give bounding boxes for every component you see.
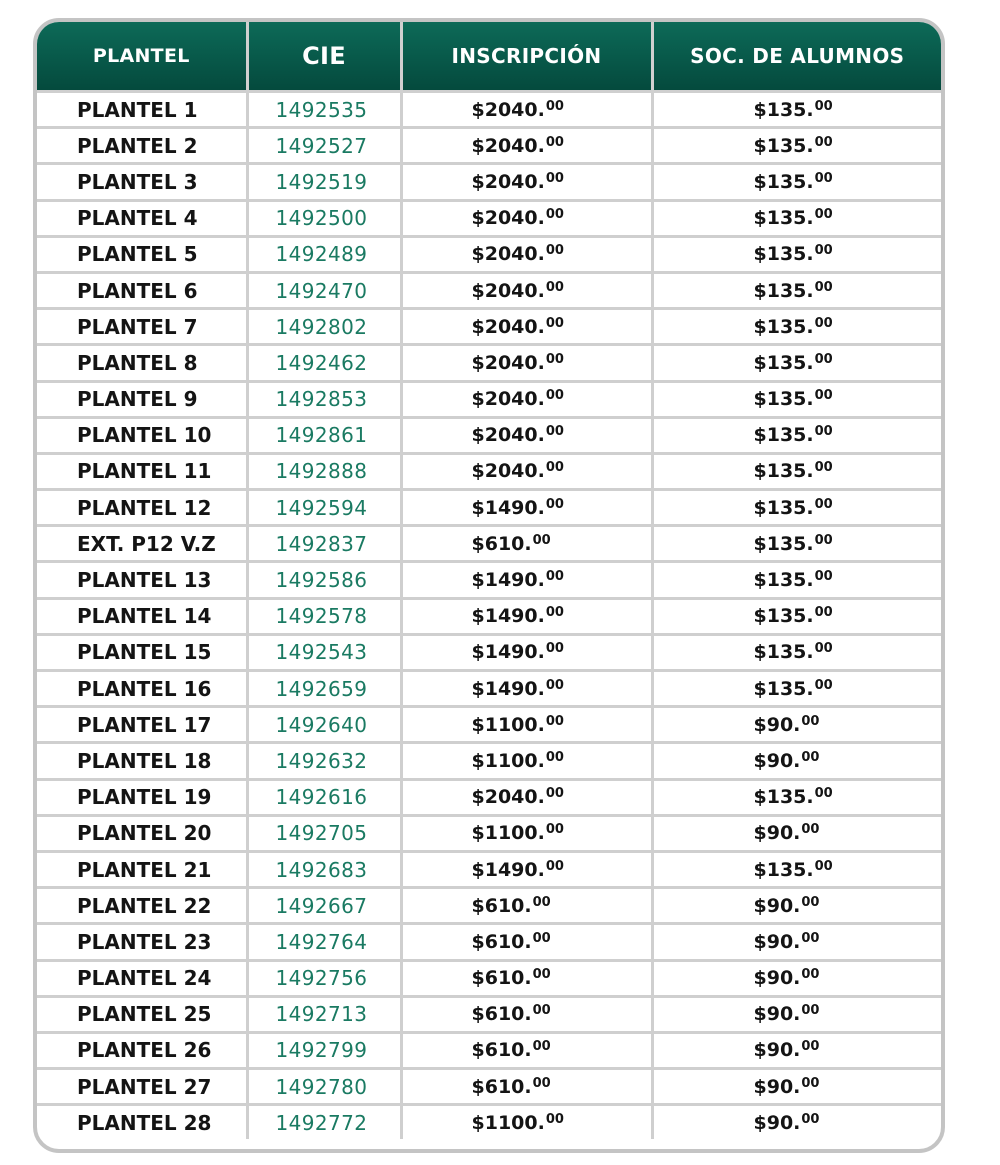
soc-cents: 00 [814, 98, 833, 114]
cie-cell: 1492683 [247, 851, 401, 887]
cie-cell: 1492888 [247, 453, 401, 489]
soc-amount: $135. [753, 569, 814, 592]
soc-amount: $135. [753, 388, 814, 411]
table-header [37, 22, 941, 92]
inscripcion-amount: $2040. [471, 786, 545, 809]
inscripcion-cell [401, 417, 652, 453]
soc-cents: 00 [814, 496, 833, 512]
inscripcion-amount: $1490. [471, 677, 545, 700]
inscripcion-cents: 00 [545, 134, 564, 150]
plantel-cell: PLANTEL 13 [37, 562, 247, 598]
header-cie: CIE [247, 22, 401, 92]
cie-cell: 1492764 [247, 924, 401, 960]
table-row [37, 526, 941, 562]
inscripcion-cents: 00 [532, 930, 551, 946]
plantel-cell: PLANTEL 27 [37, 1069, 247, 1105]
inscripcion-cell [401, 671, 652, 707]
inscripcion-cents: 00 [545, 1111, 564, 1127]
table-row [37, 815, 941, 851]
cie-cell: 1492470 [247, 272, 401, 308]
soc-de-alumnos-cell [652, 707, 941, 743]
inscripcion-cents: 00 [545, 496, 564, 512]
plantel-cell: PLANTEL 25 [37, 996, 247, 1032]
soc-cents: 00 [814, 279, 833, 295]
soc-de-alumnos-cell [652, 92, 941, 128]
soc-de-alumnos-cell [652, 1105, 941, 1140]
inscripcion-amount: $2040. [471, 279, 545, 302]
inscripcion-amount: $1490. [471, 641, 545, 664]
soc-cents: 00 [801, 749, 820, 765]
inscripcion-cell [401, 309, 652, 345]
inscripcion-amount: $610. [471, 930, 532, 953]
soc-amount: $135. [753, 170, 814, 193]
plantel-cell: PLANTEL 18 [37, 743, 247, 779]
soc-cents: 00 [801, 1003, 820, 1019]
inscripcion-cents: 00 [532, 532, 551, 548]
inscripcion-amount: $1100. [471, 1111, 545, 1134]
plantel-cell: PLANTEL 24 [37, 960, 247, 996]
plantel-cell: PLANTEL 9 [37, 381, 247, 417]
plantel-cell: PLANTEL 16 [37, 671, 247, 707]
table-row [37, 562, 941, 598]
table-row [37, 417, 941, 453]
soc-de-alumnos-cell [652, 562, 941, 598]
table-row [37, 1032, 941, 1068]
inscripcion-cents: 00 [532, 1075, 551, 1091]
inscripcion-cell [401, 200, 652, 236]
soc-amount: $90. [753, 713, 801, 736]
soc-de-alumnos-cell [652, 417, 941, 453]
soc-cents: 00 [814, 641, 833, 657]
soc-amount: $135. [753, 351, 814, 374]
soc-amount: $90. [753, 1111, 801, 1134]
cie-cell: 1492853 [247, 381, 401, 417]
plantel-cell: PLANTEL 2 [37, 128, 247, 164]
inscripcion-cents: 00 [545, 822, 564, 838]
soc-cents: 00 [814, 858, 833, 874]
soc-amount: $135. [753, 605, 814, 628]
cie-cell: 1492594 [247, 490, 401, 526]
table-row [37, 1105, 941, 1140]
inscripcion-amount: $1490. [471, 569, 545, 592]
plantel-cell: PLANTEL 1 [37, 92, 247, 128]
inscripcion-cents: 00 [545, 749, 564, 765]
inscripcion-cell [401, 924, 652, 960]
soc-cents: 00 [814, 424, 833, 440]
soc-de-alumnos-cell [652, 526, 941, 562]
soc-cents: 00 [801, 822, 820, 838]
soc-cents: 00 [801, 894, 820, 910]
inscripcion-amount: $1100. [471, 822, 545, 845]
table-row [37, 598, 941, 634]
fees-table-frame [33, 18, 945, 1153]
inscripcion-amount: $1490. [471, 858, 545, 881]
soc-amount: $135. [753, 98, 814, 121]
cie-cell: 1492640 [247, 707, 401, 743]
cie-cell: 1492489 [247, 236, 401, 272]
soc-de-alumnos-cell [652, 453, 941, 489]
table-row [37, 490, 941, 526]
cie-cell: 1492861 [247, 417, 401, 453]
header-inscripcion: INSCRIPCIÓN [401, 22, 652, 92]
cie-cell: 1492586 [247, 562, 401, 598]
inscripcion-amount: $610. [471, 967, 532, 990]
inscripcion-cents: 00 [545, 786, 564, 802]
soc-amount: $90. [753, 1075, 801, 1098]
inscripcion-amount: $1490. [471, 605, 545, 628]
soc-de-alumnos-cell [652, 272, 941, 308]
soc-cents: 00 [801, 930, 820, 946]
inscripcion-cents: 00 [545, 170, 564, 186]
table-row [37, 345, 941, 381]
inscripcion-cell [401, 743, 652, 779]
soc-cents: 00 [814, 460, 833, 476]
cie-cell: 1492543 [247, 634, 401, 670]
soc-de-alumnos-cell [652, 960, 941, 996]
inscripcion-cents: 00 [545, 858, 564, 874]
inscripcion-cell [401, 707, 652, 743]
soc-cents: 00 [814, 605, 833, 621]
inscripcion-cell [401, 634, 652, 670]
soc-cents: 00 [801, 1075, 820, 1091]
soc-amount: $90. [753, 1003, 801, 1026]
inscripcion-amount: $2040. [471, 351, 545, 374]
inscripcion-cell [401, 815, 652, 851]
soc-cents: 00 [801, 1111, 820, 1127]
table-row [37, 996, 941, 1032]
soc-de-alumnos-cell [652, 236, 941, 272]
plantel-cell: PLANTEL 5 [37, 236, 247, 272]
cie-cell: 1492705 [247, 815, 401, 851]
plantel-cell: PLANTEL 19 [37, 779, 247, 815]
table-row [37, 851, 941, 887]
soc-amount: $135. [753, 858, 814, 881]
soc-de-alumnos-cell [652, 815, 941, 851]
plantel-cell: PLANTEL 26 [37, 1032, 247, 1068]
cie-cell: 1492780 [247, 1069, 401, 1105]
inscripcion-amount: $1490. [471, 496, 545, 519]
inscripcion-cell [401, 779, 652, 815]
soc-cents: 00 [801, 713, 820, 729]
soc-de-alumnos-cell [652, 743, 941, 779]
inscripcion-amount: $2040. [471, 207, 545, 230]
inscripcion-amount: $2040. [471, 134, 545, 157]
inscripcion-amount: $2040. [471, 460, 545, 483]
soc-cents: 00 [801, 967, 820, 983]
soc-de-alumnos-cell [652, 634, 941, 670]
inscripcion-amount: $2040. [471, 170, 545, 193]
soc-cents: 00 [814, 532, 833, 548]
header-plantel: PLANTEL [37, 22, 247, 92]
cie-cell: 1492519 [247, 164, 401, 200]
inscripcion-cell [401, 526, 652, 562]
inscripcion-cell [401, 598, 652, 634]
inscripcion-amount: $610. [471, 1075, 532, 1098]
table-row [37, 634, 941, 670]
plantel-cell: PLANTEL 22 [37, 888, 247, 924]
cie-cell: 1492535 [247, 92, 401, 128]
cie-cell: 1492837 [247, 526, 401, 562]
inscripcion-cents: 00 [532, 967, 551, 983]
table-row [37, 164, 941, 200]
header-soc-de-alumnos: SOC. DE ALUMNOS [652, 22, 941, 92]
soc-cents: 00 [814, 677, 833, 693]
inscripcion-cents: 00 [545, 351, 564, 367]
plantel-cell: PLANTEL 4 [37, 200, 247, 236]
soc-de-alumnos-cell [652, 309, 941, 345]
soc-amount: $135. [753, 786, 814, 809]
inscripcion-amount: $2040. [471, 388, 545, 411]
inscripcion-amount: $610. [471, 532, 532, 555]
soc-cents: 00 [814, 388, 833, 404]
inscripcion-cents: 00 [545, 641, 564, 657]
inscripcion-amount: $2040. [471, 315, 545, 338]
table-row [37, 453, 941, 489]
inscripcion-cell [401, 345, 652, 381]
inscripcion-cents: 00 [545, 315, 564, 331]
plantel-cell: PLANTEL 8 [37, 345, 247, 381]
table-row [37, 309, 941, 345]
fees-table [37, 22, 941, 1139]
inscripcion-cell [401, 164, 652, 200]
inscripcion-amount: $1100. [471, 713, 545, 736]
soc-de-alumnos-cell [652, 1069, 941, 1105]
cie-cell: 1492802 [247, 309, 401, 345]
soc-cents: 00 [814, 207, 833, 223]
inscripcion-cents: 00 [545, 279, 564, 295]
table-row [37, 92, 941, 128]
soc-cents: 00 [814, 786, 833, 802]
plantel-cell: PLANTEL 28 [37, 1105, 247, 1140]
soc-cents: 00 [814, 134, 833, 150]
soc-de-alumnos-cell [652, 924, 941, 960]
plantel-cell: PLANTEL 3 [37, 164, 247, 200]
inscripcion-cents: 00 [532, 894, 551, 910]
cie-cell: 1492756 [247, 960, 401, 996]
cie-cell: 1492667 [247, 888, 401, 924]
inscripcion-cell [401, 92, 652, 128]
cie-cell: 1492659 [247, 671, 401, 707]
soc-amount: $135. [753, 207, 814, 230]
soc-amount: $135. [753, 677, 814, 700]
inscripcion-cell [401, 1069, 652, 1105]
soc-de-alumnos-cell [652, 888, 941, 924]
inscripcion-cell [401, 1032, 652, 1068]
soc-de-alumnos-cell [652, 779, 941, 815]
cie-cell: 1492772 [247, 1105, 401, 1140]
soc-cents: 00 [814, 243, 833, 259]
soc-amount: $90. [753, 930, 801, 953]
soc-de-alumnos-cell [652, 671, 941, 707]
soc-de-alumnos-cell [652, 490, 941, 526]
soc-de-alumnos-cell [652, 345, 941, 381]
cie-cell: 1492500 [247, 200, 401, 236]
soc-amount: $90. [753, 822, 801, 845]
table-row [37, 743, 941, 779]
table-row [37, 924, 941, 960]
inscripcion-cell [401, 960, 652, 996]
inscripcion-cents: 00 [545, 98, 564, 114]
table-row [37, 707, 941, 743]
soc-cents: 00 [814, 315, 833, 331]
soc-de-alumnos-cell [652, 128, 941, 164]
inscripcion-cents: 00 [545, 605, 564, 621]
soc-de-alumnos-cell [652, 381, 941, 417]
soc-amount: $135. [753, 460, 814, 483]
soc-amount: $90. [753, 967, 801, 990]
inscripcion-cell [401, 1105, 652, 1140]
plantel-cell: PLANTEL 23 [37, 924, 247, 960]
plantel-cell: PLANTEL 11 [37, 453, 247, 489]
inscripcion-cell [401, 453, 652, 489]
inscripcion-cents: 00 [545, 388, 564, 404]
inscripcion-cell [401, 381, 652, 417]
soc-amount: $90. [753, 749, 801, 772]
inscripcion-amount: $610. [471, 894, 532, 917]
inscripcion-cents: 00 [545, 713, 564, 729]
inscripcion-cell [401, 851, 652, 887]
inscripcion-cents: 00 [532, 1039, 551, 1055]
cie-cell: 1492713 [247, 996, 401, 1032]
cie-cell: 1492462 [247, 345, 401, 381]
cie-cell: 1492799 [247, 1032, 401, 1068]
plantel-cell: PLANTEL 15 [37, 634, 247, 670]
soc-amount: $135. [753, 134, 814, 157]
soc-de-alumnos-cell [652, 598, 941, 634]
inscripcion-cents: 00 [545, 460, 564, 476]
table-row [37, 236, 941, 272]
soc-amount: $135. [753, 279, 814, 302]
plantel-cell: PLANTEL 7 [37, 309, 247, 345]
cie-cell: 1492632 [247, 743, 401, 779]
table-row [37, 671, 941, 707]
table-row [37, 1069, 941, 1105]
inscripcion-cell [401, 996, 652, 1032]
inscripcion-cents: 00 [545, 677, 564, 693]
inscripcion-amount: $2040. [471, 98, 545, 121]
table-row [37, 779, 941, 815]
plantel-cell: PLANTEL 6 [37, 272, 247, 308]
table-row [37, 888, 941, 924]
plantel-cell: EXT. P12 V.Z [37, 526, 247, 562]
soc-cents: 00 [801, 1039, 820, 1055]
cie-cell: 1492578 [247, 598, 401, 634]
soc-cents: 00 [814, 170, 833, 186]
soc-amount: $135. [753, 243, 814, 266]
soc-amount: $135. [753, 641, 814, 664]
inscripcion-cents: 00 [532, 1003, 551, 1019]
plantel-cell: PLANTEL 10 [37, 417, 247, 453]
cie-cell: 1492527 [247, 128, 401, 164]
inscripcion-cents: 00 [545, 424, 564, 440]
table-row [37, 381, 941, 417]
inscripcion-cents: 00 [545, 207, 564, 223]
plantel-cell: PLANTEL 20 [37, 815, 247, 851]
inscripcion-amount: $610. [471, 1003, 532, 1026]
inscripcion-cell [401, 562, 652, 598]
soc-de-alumnos-cell [652, 164, 941, 200]
soc-de-alumnos-cell [652, 200, 941, 236]
soc-cents: 00 [814, 569, 833, 585]
inscripcion-amount: $1100. [471, 749, 545, 772]
inscripcion-amount: $2040. [471, 243, 545, 266]
plantel-cell: PLANTEL 12 [37, 490, 247, 526]
inscripcion-cell [401, 128, 652, 164]
inscripcion-cell [401, 490, 652, 526]
soc-de-alumnos-cell [652, 1032, 941, 1068]
soc-amount: $90. [753, 894, 801, 917]
plantel-cell: PLANTEL 21 [37, 851, 247, 887]
table-row [37, 200, 941, 236]
plantel-cell: PLANTEL 17 [37, 707, 247, 743]
inscripcion-cents: 00 [545, 569, 564, 585]
cie-cell: 1492616 [247, 779, 401, 815]
soc-amount: $135. [753, 315, 814, 338]
inscripcion-cell [401, 236, 652, 272]
plantel-cell: PLANTEL 14 [37, 598, 247, 634]
soc-amount: $135. [753, 532, 814, 555]
soc-amount: $90. [753, 1039, 801, 1062]
soc-amount: $135. [753, 496, 814, 519]
inscripcion-amount: $2040. [471, 424, 545, 447]
soc-de-alumnos-cell [652, 851, 941, 887]
soc-de-alumnos-cell [652, 996, 941, 1032]
inscripcion-amount: $610. [471, 1039, 532, 1062]
table-row [37, 272, 941, 308]
soc-amount: $135. [753, 424, 814, 447]
soc-cents: 00 [814, 351, 833, 367]
table-row [37, 128, 941, 164]
inscripcion-cell [401, 888, 652, 924]
inscripcion-cents: 00 [545, 243, 564, 259]
inscripcion-cell [401, 272, 652, 308]
table-body [37, 92, 941, 1140]
table-row [37, 960, 941, 996]
